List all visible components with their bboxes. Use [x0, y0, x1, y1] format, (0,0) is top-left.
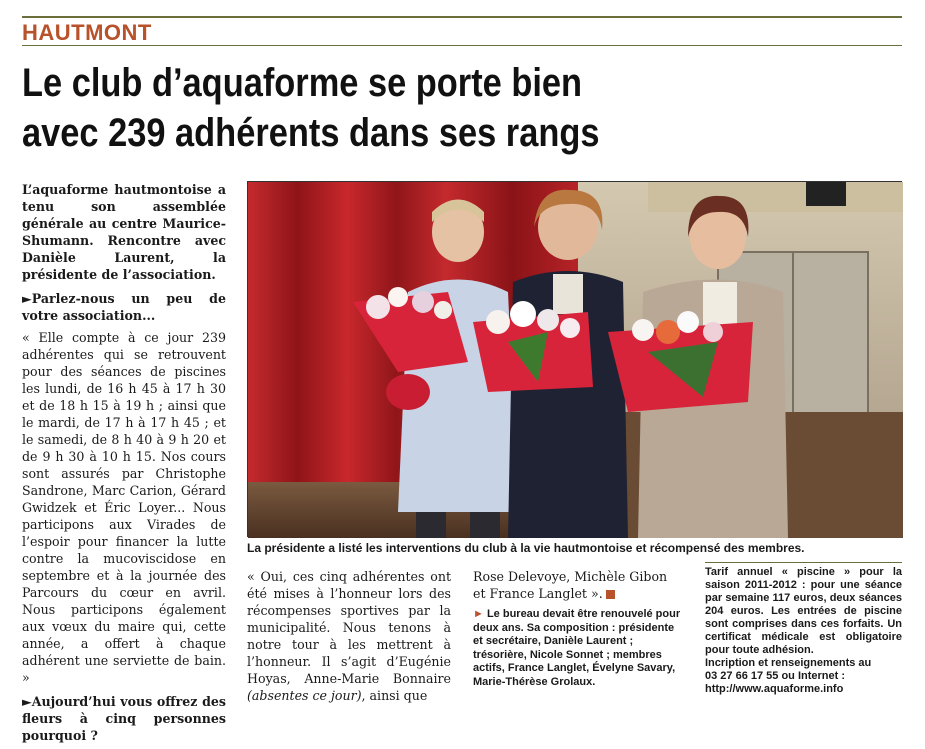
- article-column-3: [473, 568, 683, 689]
- bureau-note: [473, 608, 683, 689]
- section-kicker: HAUTMONT: [22, 20, 152, 45]
- answer-2-italic: (absentes ce jour): [247, 688, 362, 703]
- question-1: [22, 290, 226, 324]
- question-1-text: Parlez-nous un peu de votre association...: [22, 291, 226, 323]
- bouquet-middle: [473, 301, 593, 392]
- lede: L’aquaforme hautmontoise a tenu son assemblée générale au centre Maurice-Shumann. Rencontre avec Danièle Laurent, la présidente de l’association.: [22, 182, 226, 282]
- sidebar-rule: [705, 562, 902, 563]
- inscription-text: Incription et renseignements au: [705, 657, 872, 669]
- tarif-text: Tarif annuel « piscine » pour la saison 2011-2012 : pour une séance par semaine 117 euros, deux séances 204 euros. Les entrées de piscine sont comprises dans ces forfaits. Un certificat médicale est obligatoire pour toute adhésion.: [705, 566, 902, 656]
- answer-2: [247, 568, 451, 704]
- kicker-rule: [22, 45, 902, 46]
- headline: [22, 58, 779, 158]
- article-column-1: [22, 181, 226, 749]
- answer-2-tail: , ainsi que: [361, 688, 428, 703]
- headline-line-1: Le club d’aquaforme se porte bien: [22, 61, 583, 105]
- article-column-2: [247, 568, 451, 704]
- triangle-marker-icon: ►: [22, 694, 32, 709]
- photo-illustration: [248, 182, 903, 538]
- bureau-text: Le bureau devait être renouvelé pour deux ans. Sa composition : présidente et secrétaire, Danièle Laurent ; trésorière, Nicole Sonnet ; membres actifs, France Langlet, Évelyne Savary, Marie-Thérèse Grolaux.: [473, 608, 681, 688]
- info-sidebar: [705, 566, 902, 696]
- question-2-text: Aujourd’hui vous offrez des fleurs à cinq personnes pourquoi ?: [22, 694, 226, 743]
- article-photo: [247, 181, 902, 537]
- end-mark-icon: [606, 590, 615, 599]
- triangle-marker-icon: ►: [22, 291, 32, 306]
- question-2: [22, 693, 226, 744]
- headline-line-2: avec 239 adhérents dans ses rangs: [22, 111, 600, 155]
- phone-text: 03 27 66 17 55 ou Internet :: [705, 670, 846, 682]
- arrow-marker-icon: ►: [473, 608, 484, 620]
- answer-2-text: « Oui, ces cinq adhérentes ont été mises à l’honneur lors des récompenses sportives par la municipalité. Nous tenons à notre tour à les mettrent à l’honneur. Il s’agit d’Eugénie Hoyas, Anne-Marie Bonnaire: [247, 569, 451, 686]
- answer-2-continued-text: Rose Delevoye, Michèle Gibon et France Langlet ».: [473, 569, 668, 601]
- photo-caption: La présidente a listé les interventions du club à la vie hautmontoise et récompensé des membres.: [247, 541, 805, 555]
- website-link[interactable]: http://www.aquaforme.info: [705, 683, 844, 695]
- answer-1: « Elle compte à ce jour 239 adhérentes qui se retrouvent pour des séances de piscines les lundi, de 16 h 45 à 17 h 30 et de 18 h 15 à 19 h ; ainsi que le mardi, de 17 h à 17 h 45 ; et le samedi, de 8 h 40 à 9 h 20 et de 9 h 30 à 10 h 15. Nos cours sont assurés par Christophe Sandrone, Marc Carion, Gérard Gwidzek et Éric Loyer... Nous participons aux Virades de l’espoir pour financer la lutte contre la mucoviscidose en septembre et à la journée des Parcours du cœur en avril. Nous participons également aux vœux du maire qui, cette année, a offert à chaque adhérent une serviette de bain. »: [22, 330, 226, 685]
- answer-2-continued: [473, 568, 683, 602]
- top-rule: [22, 16, 902, 18]
